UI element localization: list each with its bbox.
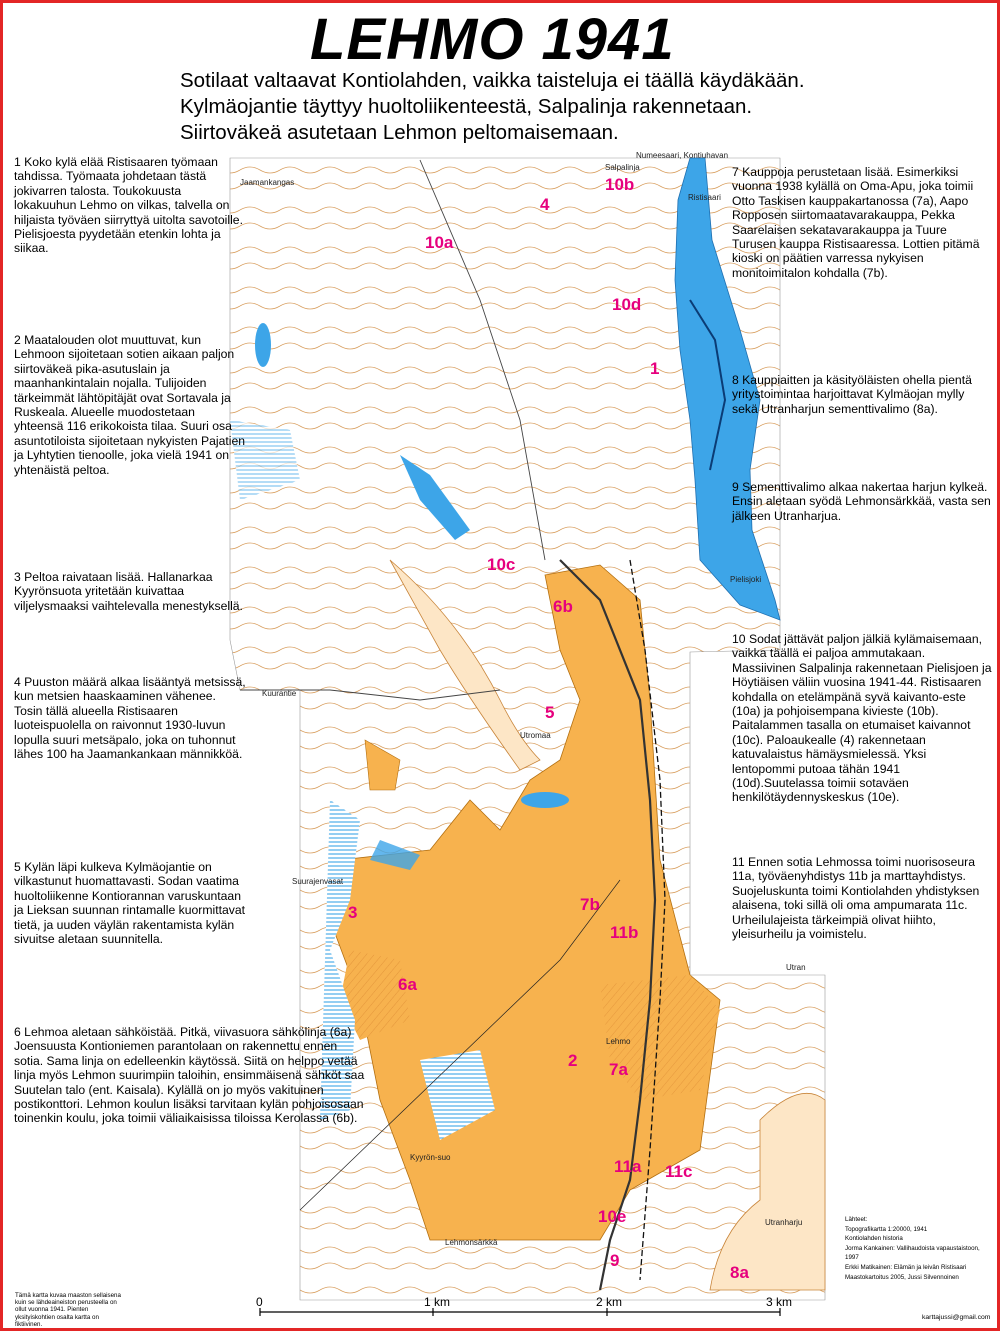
map-label-4: 4 [540, 195, 550, 214]
place-name: Jaamankangas [240, 178, 295, 187]
lake [255, 323, 271, 367]
paragraph-2: 2 Maatalouden olot muuttuvat, kun Lehmoon sijoitetaan sotien aikaan paljon siirtoväkeä pika-asutuslain ja maanhankintalain nojalla. Tulijoiden tärkeimmät lähtöpitäjät ovat Sortavala ja Ruskeala. Alueelle muodostetaan yhteensä 116 erikokoista tilaa. Suuri osa asuntotiloista sijoitetaan nykyisten Pajatien ja Lyhtytien tienoolle, joka vielä 1941 on yhtenäistä peltoa. [14, 333, 246, 477]
map-label-10d: 10d [612, 295, 642, 314]
place-name: Lehmo [606, 1037, 631, 1046]
scale-tick-1km: 1 km [424, 1295, 451, 1309]
place-name: Utromaa [520, 731, 551, 740]
paragraph-5: 5 Kylän läpi kulkeva Kylmäojantie on vilkastunut huomattavasti. Sodan vaatima huoltoliikenne Kontiorannan varuskuntaan ja Lieksan suunnan rintamalle kuormittavat tietä, ja uuden väylän rakentamista kylän sivuitse aletaan suunnitella. [14, 860, 246, 947]
map-label-11b: 11b [610, 923, 639, 942]
subtitle-line: Sotilaat valtaavat Kontiolahden, vaikka taisteluja ei täällä käydäkään. [180, 69, 805, 92]
map-label-6a: 6a [398, 975, 417, 994]
place-name: Kuurantie [262, 689, 297, 698]
paragraph-4: 4 Puuston määrä alkaa lisääntyä metsissä, kun metsien haaskaaminen vähenee. Tosin tällä alueella Ristisaaren luoteispuolella on raivonnut 1930-luvun lopulla suuri metsäpalo, joka on tuhonnut lähes 100 ha Jaamankankaan männikköä. [14, 675, 246, 762]
source-item: Jorma Kankainen: Vallihaudoista vapaustaistoon, 1997 [845, 1244, 980, 1262]
place-name: Pielisjoki [730, 575, 762, 584]
map-label-7b: 7b [580, 895, 600, 914]
paragraph-1: 1 Koko kylä elää Ristisaaren työmaan tahdissa. Työmaata johdetaan tästä jokivarren talosta. Toukokuusta lokakuuhun Lehmo on vilkas, talvella on hiljaista työväen siirryttyä uitolta savotoille. Pielisjoesta pyydetään etenkin lohta ja siikaa. [14, 155, 243, 256]
map-label-11c: 11c [665, 1162, 693, 1181]
lake [521, 792, 569, 808]
place-name: Salpalinja [605, 163, 640, 172]
paragraph-3: 3 Peltoa raivataan lisää. Hallanarkaa Kyyrönsuota yritetään kuivattaa viljelysmaaksi vaihtelevalla menestyksellä. [14, 570, 243, 613]
paragraph-6: 6 Lehmoa aletaan sähköistää. Pitkä, viivasuora sähkölinja (6a) Joensuusta Kontioniemen parantolaan on rakennettu ennen sotia. Sama linja on edelleenkin käytössä. Siitä on helppo vetää linja myös Lehmon suurimpiin taloihin, ensimmäisenä sähköt saa Suutelan talo (ent. Kaisala). Kylällä on jo myös vakituinen postikonttori. Lehmon koulun lisäksi tarvitaan kylän pohjoisosaan toinenkin koulu, joka toimii väliaikaisissa tiloissa Kerolassa (6b). [14, 1025, 365, 1126]
source-item: Topografikartta 1:20000, 1941 [845, 1225, 928, 1233]
subtitle-line: Siirtoväkeä asutetaan Lehmon peltomaisemaan. [180, 121, 619, 144]
map-label-10a: 10a [425, 233, 454, 252]
subtitle [180, 68, 980, 146]
source-item: Maastokartoitus 2005, Jussi Silvennoinen [845, 1273, 959, 1281]
place-name: Suurajenvasat [292, 877, 344, 886]
paragraph-9: 9 Sementtivalimo alkaa nakertaa harjun kylkeä. Ensin aletaan syödä Lehmonsärkkää, vasta sen jälkeen Utranharjua. [732, 480, 991, 523]
map-label-10e: 10e [598, 1207, 627, 1226]
paragraph-10: 10 Sodat jättävät paljon jälkiä kylämaisemaan, vaikka täällä ei paljoa ammutakaan. Massiivinen Salpalinja rakennetaan Pielisjoen ja Höytiäisen väliin vuosina 1941-44. Ristisaaren kohdalla on etelämpänä syvä kaivanto-este (10a) ja pohjoisempana kivieste (10b). Paitalammen tasalla on etumaiset kaivannot (10c). Paloaukealle (4) rakennetaan katuvalaistus hämäysmielessä. Yksi lentopommi putoaa tähän 1941 (10d).Suutelassa toimii sotaväen henkilötäydennyskeskus (10e). [732, 632, 992, 805]
page-title: LEHMO 1941 [310, 7, 675, 72]
scale-tick-2km: 2 km [596, 1295, 623, 1309]
map-label-10b: 10b [605, 175, 635, 194]
map-label-2: 2 [568, 1051, 578, 1070]
scale-tick-0: 0 [256, 1295, 263, 1309]
map-label-7a: 7a [609, 1060, 628, 1079]
sources-heading: Lähteet: [845, 1216, 868, 1223]
map-label-5: 5 [545, 703, 555, 722]
map-label-6b: 6b [553, 597, 573, 616]
paragraph-11: 11 Ennen sotia Lehmossa toimi nuorisoseura 11a, työväenyhdistys 11b ja marttayhdistys. Suojeluskunta toimi Kontiolahden yhdistyksen alaisena, toki sillä oli oma ampumarata 11c. Urheilulajeista tärkeimpiä olivat hiihto, yleisurheilu ja voimistelu. [732, 855, 980, 942]
subtitle-line: Kylmäojantie täyttyy huoltoliikenteestä, Salpalinja rakennetaan. [180, 95, 753, 118]
map-label-3: 3 [348, 903, 358, 922]
scale-tick-3km: 3 km [766, 1295, 793, 1309]
map-note: Tämä kartta kuvaa maaston sellaisena kuin se lähdeaineiston perusteella on ollut vuonna 1941. Pienten yksityiskohtien osalta kartta on fiktiivinen. [15, 1292, 121, 1328]
place-name: Lehmonsärkkä [445, 1238, 498, 1247]
place-name: Numeesaari, Kontiuhavan [636, 151, 729, 160]
place-name: Kyyrön-suo [410, 1153, 451, 1162]
map-label-1: 1 [650, 359, 660, 378]
map-label-11a: 11a [614, 1157, 642, 1176]
paragraph-7: 7 Kauppoja perustetaan lisää. Esimerkiksi vuonna 1938 kylällä on Oma-Apu, joka toimii Otto Taskisen kauppakartanossa (7a), Aapo Ropposen siirtomaatavarakauppa, Pekka Saarelaisen sekatavarakauppa ja Tuure Turusen kauppa Ristisaaressa. Lottien pitämä kioski on päätien varressa nykyisen monitoimitalon kohdalla (7b). [732, 165, 980, 280]
place-name: Utran [786, 963, 806, 972]
map-label-9: 9 [610, 1251, 620, 1270]
place-name: Utranharju [765, 1218, 803, 1227]
contact-email[interactable]: karttajussi@gmail.com [922, 1314, 991, 1321]
source-item: Kontiolahden historia [845, 1235, 903, 1243]
map-label-8a: 8a [730, 1263, 749, 1282]
sources-box [845, 1215, 995, 1282]
map-label-10c: 10c [487, 555, 516, 574]
paragraph-8: 8 Kauppiaitten ja käsityöläisten ohella pientä yritystoimintaa harjoittavat Kylmäojan mylly sekä Utranharjun sementtivalimo (8a). [732, 373, 972, 416]
source-item: Erkki Matikainen: Elämän ja leivän Ristisaari [845, 1263, 967, 1271]
place-name: Ristisaari [688, 193, 721, 202]
